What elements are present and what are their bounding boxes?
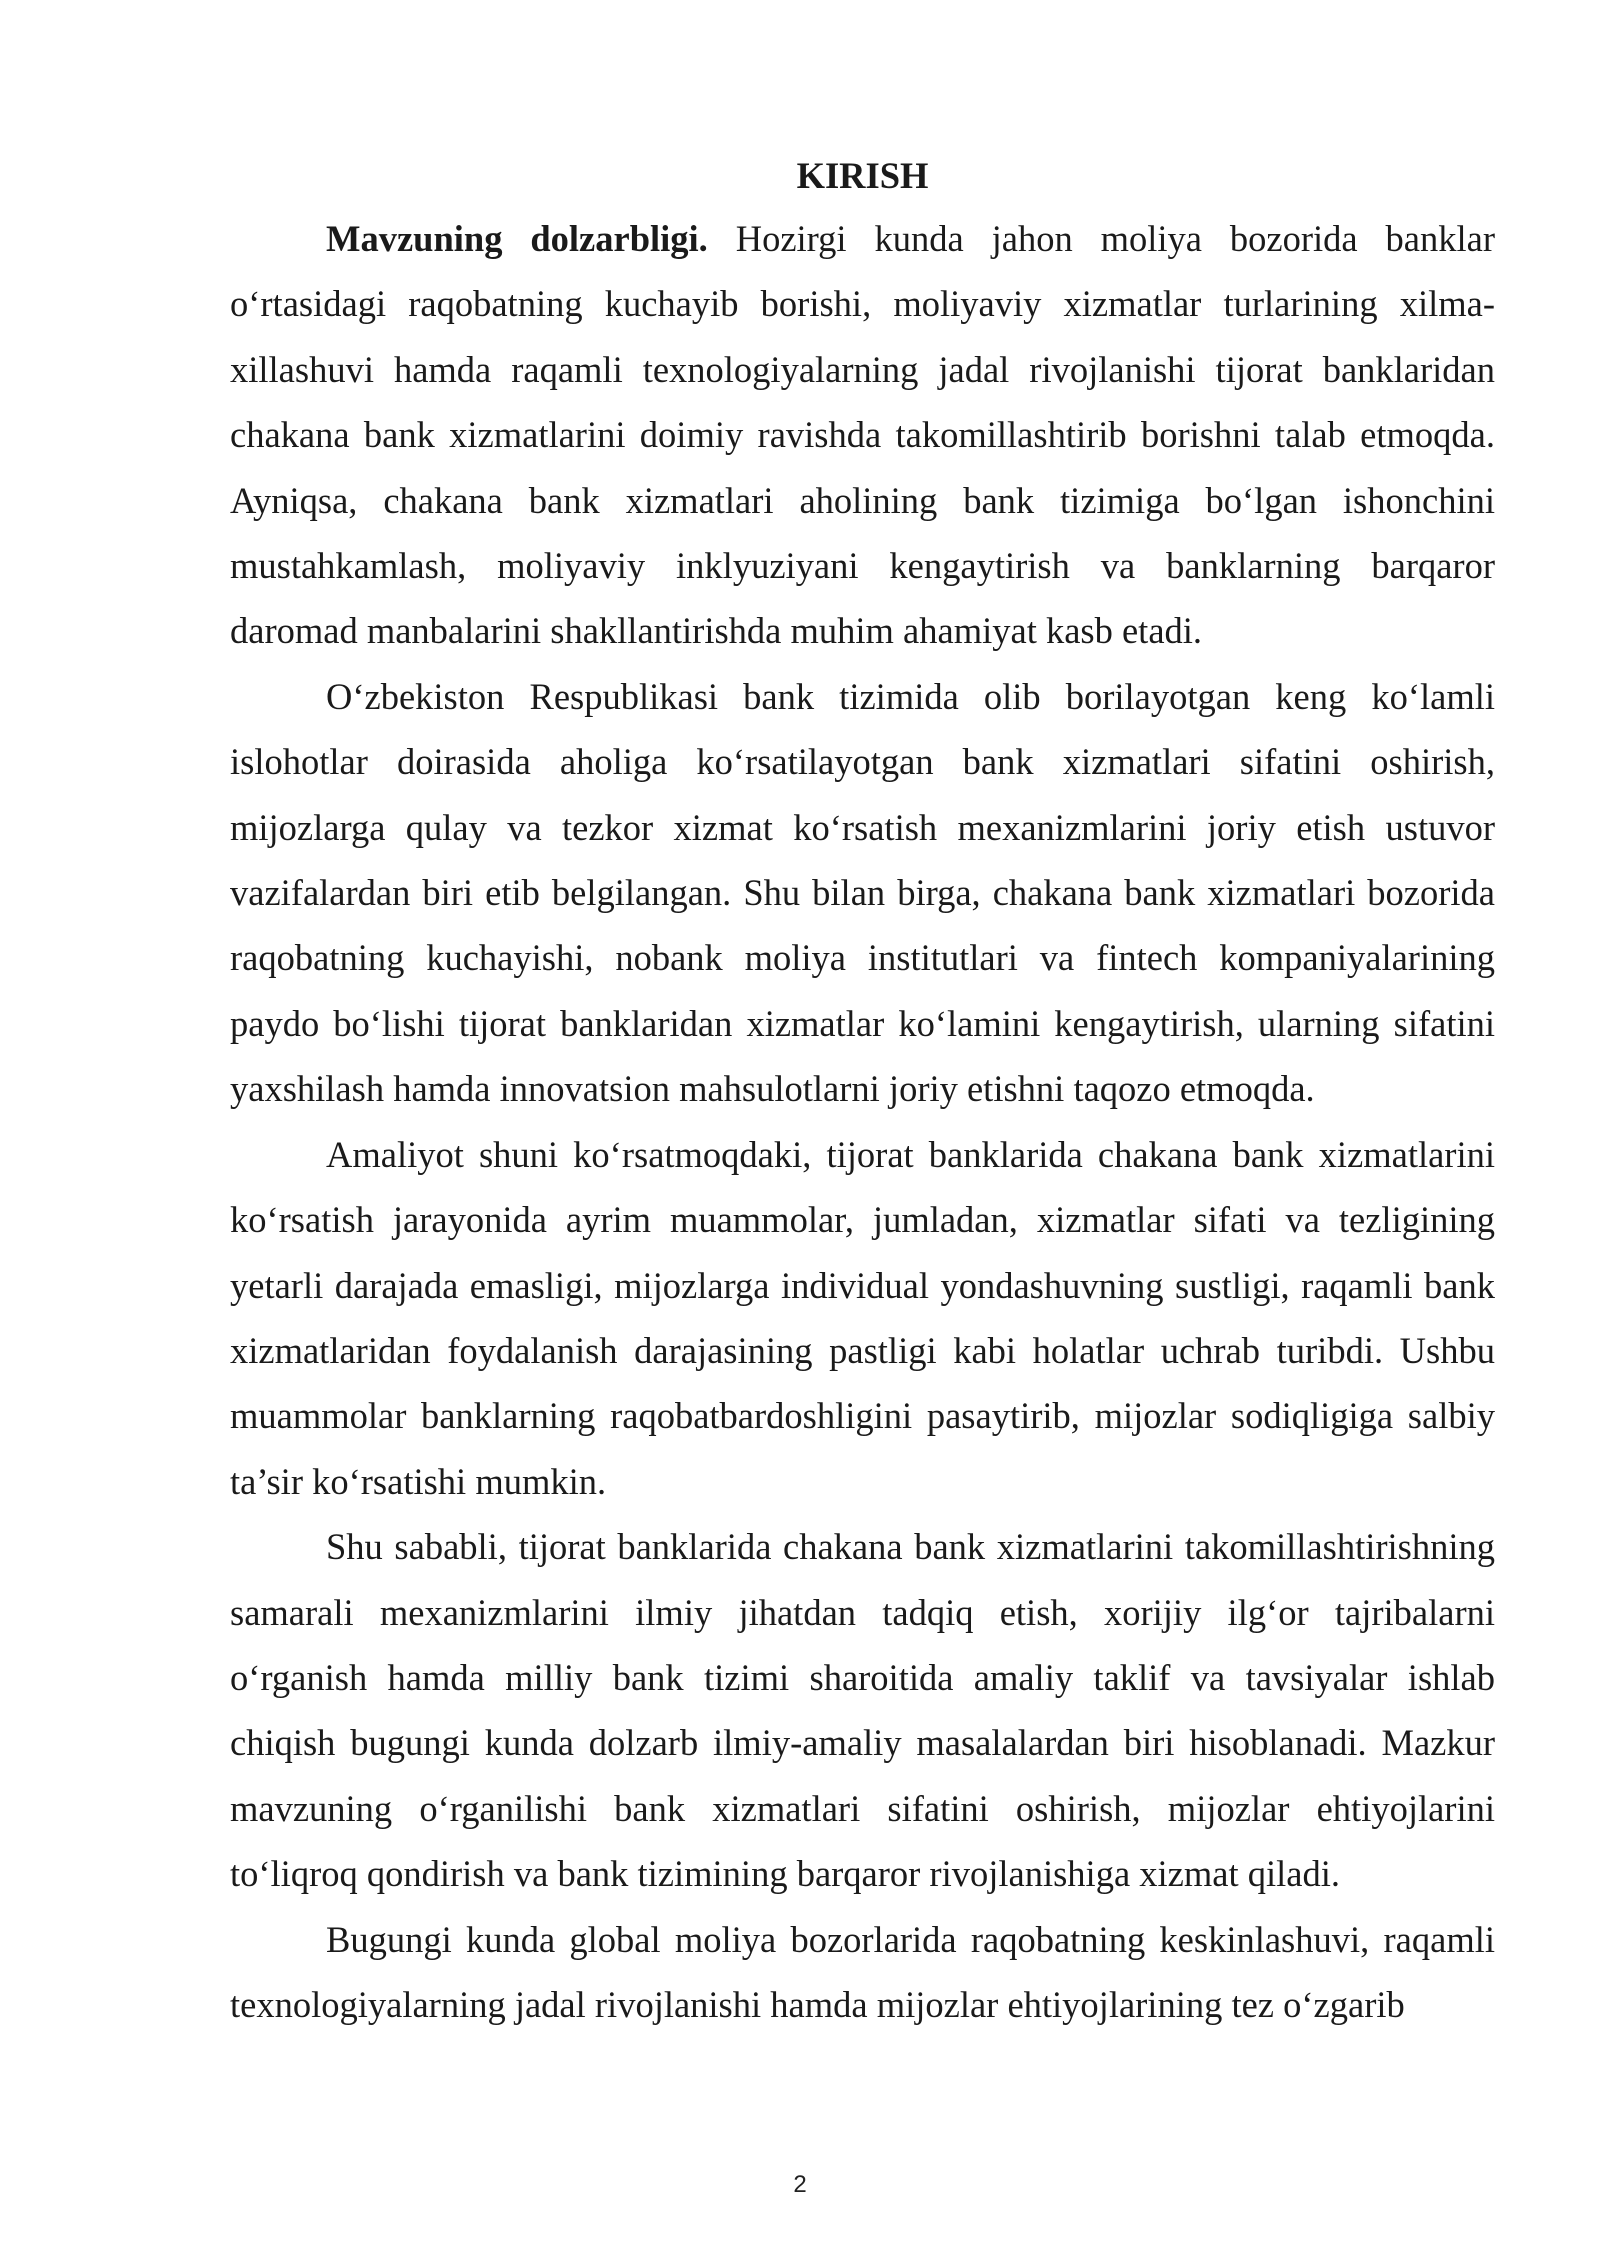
paragraph-lead: Mavzuning dolzarbligi. xyxy=(326,218,708,259)
paragraph-relevance xyxy=(230,206,1495,664)
paragraph-text: Hozirgi kunda jahon moliya bozorida banklar o‘rtasidagi raqobatning kuchayib borishi, moliyaviy xizmatlar turlarining xilma-xillashuvi hamda raqamli texnologiyalarning jadal rivojlanishi tijorat banklaridan chakana bank xizmatlarini doimiy ravishda takomillashtirib borishni talab etmoqda. Ayniqsa, chakana bank xizmatlari aholining bank tizimiga bo‘lgan ishonchini mustahkamlash, moliyaviy inklyuziyani kengaytirish va banklarning barqaror daromad manbalarini shakllantirishda muhim ahamiyat kasb etadi. xyxy=(230,218,1495,652)
paragraph-reforms: O‘zbekiston Respublikasi bank tizimida olib borilayotgan keng ko‘lamli islohotlar doirasida aholiga ko‘rsatilayotgan bank xizmatlari sifatini oshirish, mijozlarga qulay va tezkor xizmat ko‘rsatish mexanizmlarini joriy etish ustuvor vazifalardan biri etib belgilangan. Shu bilan birga, chakana bank xizmatlari bozorida raqobatning kuchayishi, nobank moliya institutlari va fintech kompaniyalarining paydo bo‘lishi tijorat banklaridan xizmatlar ko‘lamini kengaytirish, ularning sifatini yaxshilash hamda innovatsion mahsulotlarni joriy etishni taqozo etmoqda. xyxy=(230,675,1495,1110)
paragraph-research-need: Shu sababli, tijorat banklarida chakana bank xizmatlarini takomillashtirishning samarali mexanizmlarini ilmiy jihatdan tadqiq etish, xorijiy ilg‘or tajribalarni o‘rganish hamda milliy bank tizimi sharoitida amaliy taklif va tavsiyalar ishlab chiqish bugungi kunda dolzarb ilmiy-amaliy masalalardan biri hisoblanadi. Mazkur mavzuning o‘rganilishi bank xizmatlari sifatini oshirish, mijozlar ehtiyojlarini to‘liqroq qondirish va bank tizimining barqaror rivojlanishiga xizmat qiladi. xyxy=(230,1526,1495,1895)
section-heading: KIRISH xyxy=(796,155,929,196)
page-content xyxy=(230,146,1495,2037)
page-number: 2 xyxy=(793,2171,807,2198)
paragraph-continuation: Bugungi kunda global moliya bozorlarida raqobatning keskinlashuvi, raqamli texnologiyalarning jadal rivojlanishi hamda mijozlar ehtiyojlarining tez o‘zgarib xyxy=(230,1918,1495,2025)
paragraph-problems: Amaliyot shuni ko‘rsatmoqdaki, tijorat banklarida chakana bank xizmatlarini ko‘rsatish jarayonida ayrim muammolar, jumladan, xizmatlar sifati va tezligining yetarli darajada emasligi, mijozlarga individual yondashuvning sustligi, raqamli bank xizmatlaridan foydalanish darajasining pastligi kabi holatlar uchrab turibdi. Ushbu muammolar banklarning raqobatbardoshligini pasaytirib, mijozlar sodiqligiga salbiy ta’sir ko‘rsatishi mumkin. xyxy=(230,1133,1495,1502)
